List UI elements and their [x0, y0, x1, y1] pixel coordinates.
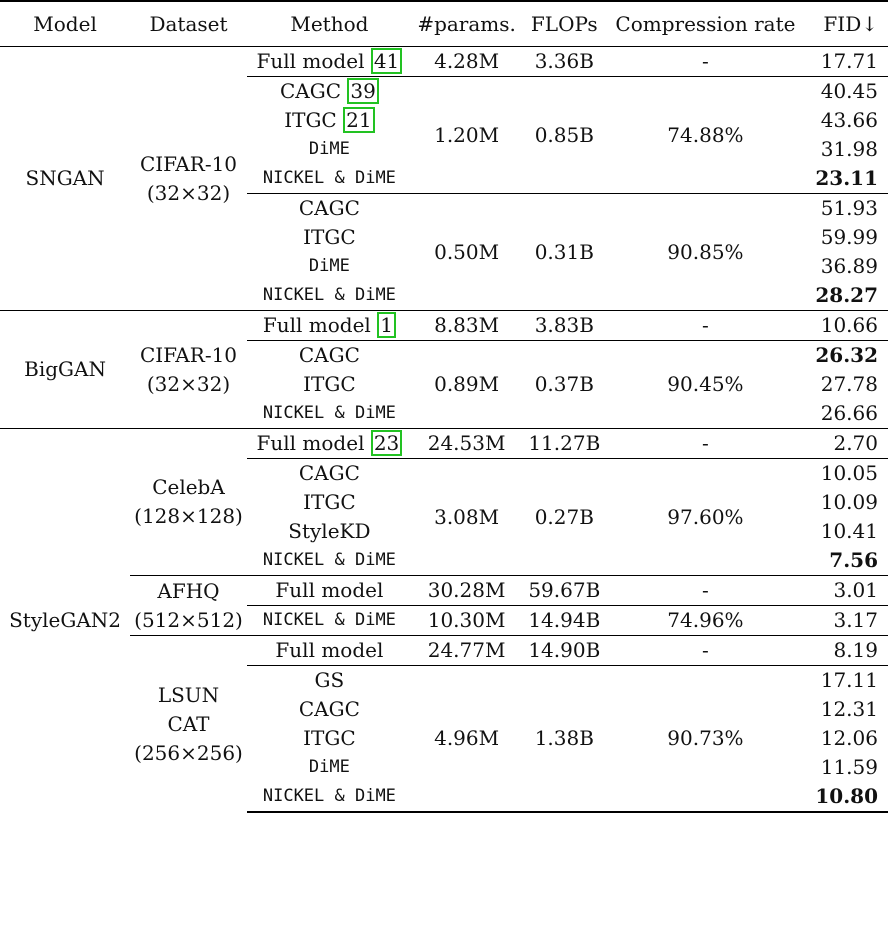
fid-value: 10.66 [804, 311, 888, 341]
dataset-name: CAT [167, 711, 210, 736]
dataset-afhq [130, 576, 247, 636]
compression-value: 90.73% [607, 666, 803, 813]
method-label: DiME [308, 139, 350, 159]
model-sngan: SNGAN [25, 166, 105, 190]
fid-value: 3.17 [804, 606, 888, 636]
method-label: NICKEL & DiME [262, 403, 396, 423]
header-params: #params. [412, 1, 521, 47]
compression-value: 90.45% [607, 341, 803, 429]
header-row [0, 1, 888, 47]
dataset-name: LSUN [157, 682, 220, 707]
params-value: 0.50M [412, 194, 521, 311]
fid-value: 7.56 [829, 548, 878, 572]
method-label: CAGC [298, 461, 360, 485]
params-value: 3.08M [412, 459, 521, 576]
fid-cell [804, 459, 888, 576]
compression-value: 74.96% [607, 606, 803, 636]
method-cell [247, 341, 412, 429]
fid-value: 40.45 [820, 79, 878, 103]
flops-value: 3.36B [534, 49, 594, 73]
header-flops: FLOPs [521, 1, 607, 47]
fid-cell [804, 77, 888, 194]
fid-value: 12.06 [820, 726, 878, 750]
header-fid: FID↓ [804, 1, 888, 47]
dataset-resolution: (32×32) [146, 371, 231, 396]
fid-value: 3.01 [804, 576, 888, 606]
fid-value: 10.09 [820, 490, 878, 514]
table-row [0, 47, 888, 77]
header-method: Method [247, 1, 412, 47]
citation-link[interactable]: 41 [371, 48, 402, 74]
dataset-name: CIFAR-10 [139, 342, 238, 367]
params-value: 4.28M [434, 49, 500, 73]
table-row [0, 636, 888, 666]
dataset-lsun [130, 636, 247, 813]
fid-value: 59.99 [820, 225, 878, 249]
method-cell [247, 459, 412, 576]
flops-value: 14.90B [521, 636, 607, 666]
method-label: CAGC [298, 697, 360, 721]
fid-value: 17.71 [820, 49, 878, 73]
header-dataset: Dataset [130, 1, 247, 47]
fid-cell [804, 341, 888, 429]
method-cell [247, 194, 412, 311]
compression-value: 74.88% [607, 77, 803, 194]
method-label: NICKEL & DiME [262, 786, 396, 806]
compression-value: - [607, 576, 803, 606]
method-label: ITGC [303, 726, 356, 750]
method-label: ITGC [303, 225, 356, 249]
dataset-name: CIFAR-10 [139, 151, 238, 176]
dataset-resolution: (512×512) [134, 607, 243, 632]
compression-value: 90.85% [607, 194, 803, 311]
compression-value: - [702, 49, 709, 73]
method-label: DiME [308, 256, 350, 276]
fid-cell [804, 666, 888, 813]
method-label: ITGC [284, 108, 337, 132]
method-cell [247, 47, 412, 77]
method-label: GS [314, 668, 345, 692]
compression-value: - [607, 429, 803, 459]
params-value: 10.30M [412, 606, 521, 636]
fid-value: 23.11 [815, 166, 878, 190]
table-row [0, 311, 888, 341]
params-value: 4.96M [412, 666, 521, 813]
model-stylegan2: StyleGAN2 [0, 429, 130, 813]
dataset-resolution: (128×128) [134, 504, 243, 528]
citation-link[interactable]: 1 [377, 312, 396, 338]
method-label: NICKEL & DiME [262, 550, 396, 570]
fid-value: 11.59 [820, 755, 878, 779]
fid-value: 43.66 [820, 108, 878, 132]
dataset-cifar-biggan [130, 311, 247, 429]
params-value: 24.77M [412, 636, 521, 666]
citation-link[interactable]: 23 [371, 430, 402, 456]
dataset-name: CelebA [152, 475, 225, 499]
method-label: NICKEL & DiME [247, 606, 412, 636]
fid-value: 10.41 [820, 519, 878, 543]
method-label: NICKEL & DiME [262, 168, 396, 188]
flops-value: 59.67B [521, 576, 607, 606]
fid-value: 8.19 [804, 636, 888, 666]
flops-value: 0.31B [521, 194, 607, 311]
params-value: 8.83M [412, 311, 521, 341]
method-label: NICKEL & DiME [262, 285, 396, 305]
flops-value: 1.38B [521, 666, 607, 813]
dataset-name: AFHQ [157, 578, 220, 603]
flops-value: 0.37B [521, 341, 607, 429]
dataset-cifar-sngan [130, 47, 247, 311]
fid-value: 10.80 [815, 784, 878, 808]
params-value: 0.89M [412, 341, 521, 429]
flops-value: 11.27B [521, 429, 607, 459]
fid-value: 36.89 [820, 254, 878, 278]
params-value: 1.20M [412, 77, 521, 194]
dataset-celeba [130, 429, 247, 576]
fid-value: 27.78 [820, 372, 878, 396]
method-label: CAGC [298, 196, 360, 220]
method-label: ITGC [303, 372, 356, 396]
table-row [0, 429, 888, 459]
method-label: Full model [256, 49, 365, 73]
fid-value: 2.70 [804, 429, 888, 459]
fid-value: 26.32 [815, 343, 878, 367]
fid-value: 12.31 [820, 697, 878, 721]
method-label: Full model [247, 636, 412, 666]
method-cell [247, 666, 412, 813]
header-model: Model [0, 1, 130, 47]
flops-value: 0.27B [521, 459, 607, 576]
method-cell [247, 429, 412, 459]
method-label: CAGC [279, 79, 341, 103]
compression-value: - [607, 311, 803, 341]
method-label: CAGC [298, 343, 360, 367]
dataset-resolution: (32×32) [146, 180, 231, 205]
fid-value: 17.11 [820, 668, 878, 692]
compression-value: - [607, 636, 803, 666]
method-cell [247, 77, 412, 194]
flops-value: 3.83B [521, 311, 607, 341]
params-value: 30.28M [412, 576, 521, 606]
model-biggan: BigGAN [0, 311, 130, 429]
method-cell [247, 311, 412, 341]
citation-link[interactable]: 39 [347, 78, 378, 104]
method-label: Full model [247, 576, 412, 606]
flops-value: 0.85B [521, 77, 607, 194]
method-label: Full model [256, 431, 365, 455]
fid-value: 28.27 [815, 283, 878, 307]
dataset-resolution: (256×256) [134, 740, 243, 765]
method-label: ITGC [303, 490, 356, 514]
fid-value: 51.93 [820, 196, 878, 220]
citation-link[interactable]: 21 [343, 107, 374, 133]
fid-cell [804, 194, 888, 311]
method-label: Full model [262, 313, 371, 337]
header-compression-rate: Compression rate [607, 1, 803, 47]
method-label: DiME [308, 757, 350, 777]
flops-value: 14.94B [521, 606, 607, 636]
fid-value: 10.05 [820, 461, 878, 485]
compression-value: 97.60% [607, 459, 803, 576]
fid-value: 31.98 [820, 137, 878, 161]
params-value: 24.53M [412, 429, 521, 459]
table-row [0, 576, 888, 606]
method-label: StyleKD [288, 519, 371, 543]
fid-value: 26.66 [820, 401, 878, 425]
